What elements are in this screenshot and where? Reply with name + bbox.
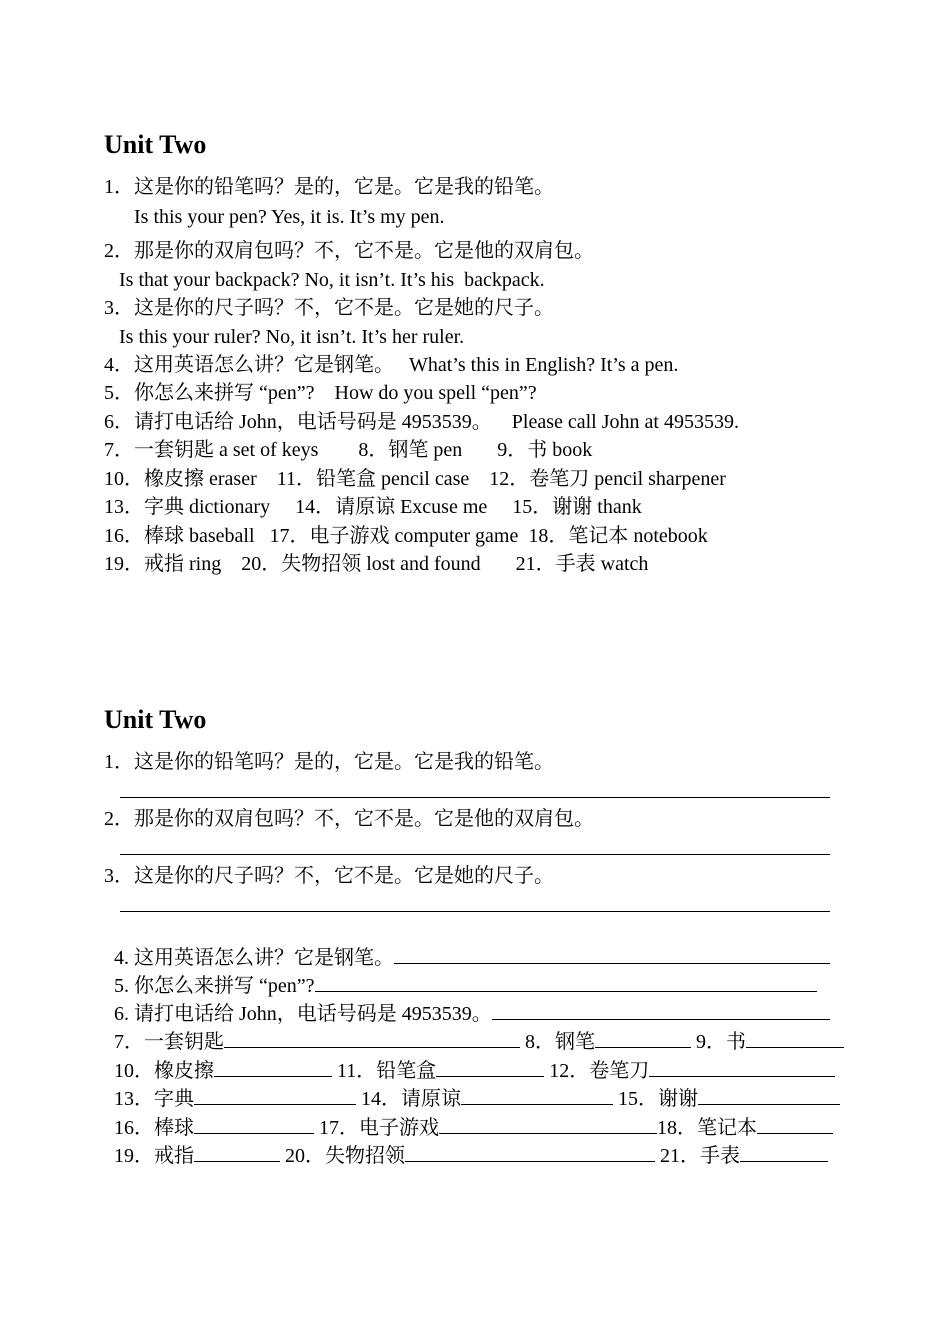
s2-question-16: 16．棒球 <box>114 1117 194 1139</box>
s1-line-5: 3．这是你的尺子吗？不，它不是。它是她的尺子。 <box>104 297 554 319</box>
s1-line-6: Is this your ruler? No, it isn’t. It’s her ruler. <box>104 326 465 348</box>
s2-question-8: 8．钢笔 <box>520 1031 595 1053</box>
s2-question-2: 2．那是你的双肩包吗？不，它不是。它是他的双肩包。 <box>104 808 594 830</box>
answer-line-2[interactable] <box>120 854 830 855</box>
s1-line-1: 1．这是你的铅笔吗？是的，它是。它是我的铅笔。 <box>104 176 554 198</box>
s2-question-1: 1．这是你的铅笔吗？是的，它是。它是我的铅笔。 <box>104 751 554 773</box>
s2-question-13: 13．字典 <box>114 1088 194 1110</box>
s2-question-7: 7．一套钥匙 <box>114 1031 224 1053</box>
s1-line-10: 7．一套钥匙 a set of keys 8．钢笔 pen 9．书 book <box>104 439 593 461</box>
answer-line-3[interactable] <box>120 911 830 912</box>
section1-title: Unit Two <box>104 130 207 159</box>
s1-line-9: 6．请打电话给 John，电话号码是 4953539。 Please call John at 4953539. <box>104 411 739 433</box>
s2-question-14: 14．请原谅 <box>356 1088 461 1110</box>
s1-line-14: 19．戒指 ring 20．失物招领 lost and found 21．手表 watch <box>104 553 649 575</box>
s2-question-11: 11．铅笔盒 <box>332 1060 437 1082</box>
s2-question-4: 4. 这用英语怎么讲？它是钢笔。 <box>114 947 394 969</box>
s2-question-3: 3．这是你的尺子吗？不，它不是。它是她的尺子。 <box>104 865 554 887</box>
s2-question-19: 19．戒指 <box>114 1145 194 1167</box>
s1-line-3: 2．那是你的双肩包吗？不，它不是。它是他的双肩包。 <box>104 240 594 262</box>
s1-line-12: 13．字典 dictionary 14．请原谅 Excuse me 15．谢谢 thank <box>104 496 642 518</box>
s1-line-7: 4．这用英语怎么讲？它是钢笔。 What’s this in English? It’s a pen. <box>104 354 679 376</box>
s2-question-18: 18．笔记本 <box>657 1117 757 1139</box>
s2-question-20: 20．失物招领 <box>280 1145 405 1167</box>
s2-question-15: 15．谢谢 <box>613 1088 698 1110</box>
s2-question-17: 17．电子游戏 <box>314 1117 439 1139</box>
answer-blank-20[interactable] <box>405 1143 655 1162</box>
section2-title: Unit Two <box>104 705 207 734</box>
s2-question-21: 21．手表 <box>655 1145 740 1167</box>
s1-line-13: 16．棒球 baseball 17．电子游戏 computer game 18．笔记本 notebook <box>104 525 708 547</box>
s2-question-5: 5. 你怎么来拼写 “pen”? <box>114 975 315 997</box>
s1-line-11: 10．橡皮擦 eraser 11．铅笔盒 pencil case 12．卷笔刀 pencil sharpener <box>104 468 726 490</box>
s1-line-8: 5．你怎么来拼写 “pen”? How do you spell “pen”? <box>104 382 537 404</box>
s2-question-6: 6. 请打电话给 John，电话号码是 4953539。 <box>114 1003 492 1025</box>
answer-blank-19[interactable] <box>194 1143 280 1162</box>
s1-line-2: Is this your pen? Yes, it is. It’s my pen. <box>104 206 445 228</box>
answer-line-1[interactable] <box>120 797 830 798</box>
s2-question-9: 9．书 <box>691 1031 746 1053</box>
s2-row-19 <box>104 1119 828 1168</box>
s2-question-10: 10．橡皮擦 <box>114 1060 214 1082</box>
s2-question-12: 12．卷笔刀 <box>544 1060 650 1082</box>
answer-blank-21[interactable] <box>740 1143 828 1162</box>
s1-line-4: Is that your backpack? No, it isn’t. It’s his backpack. <box>104 269 545 291</box>
